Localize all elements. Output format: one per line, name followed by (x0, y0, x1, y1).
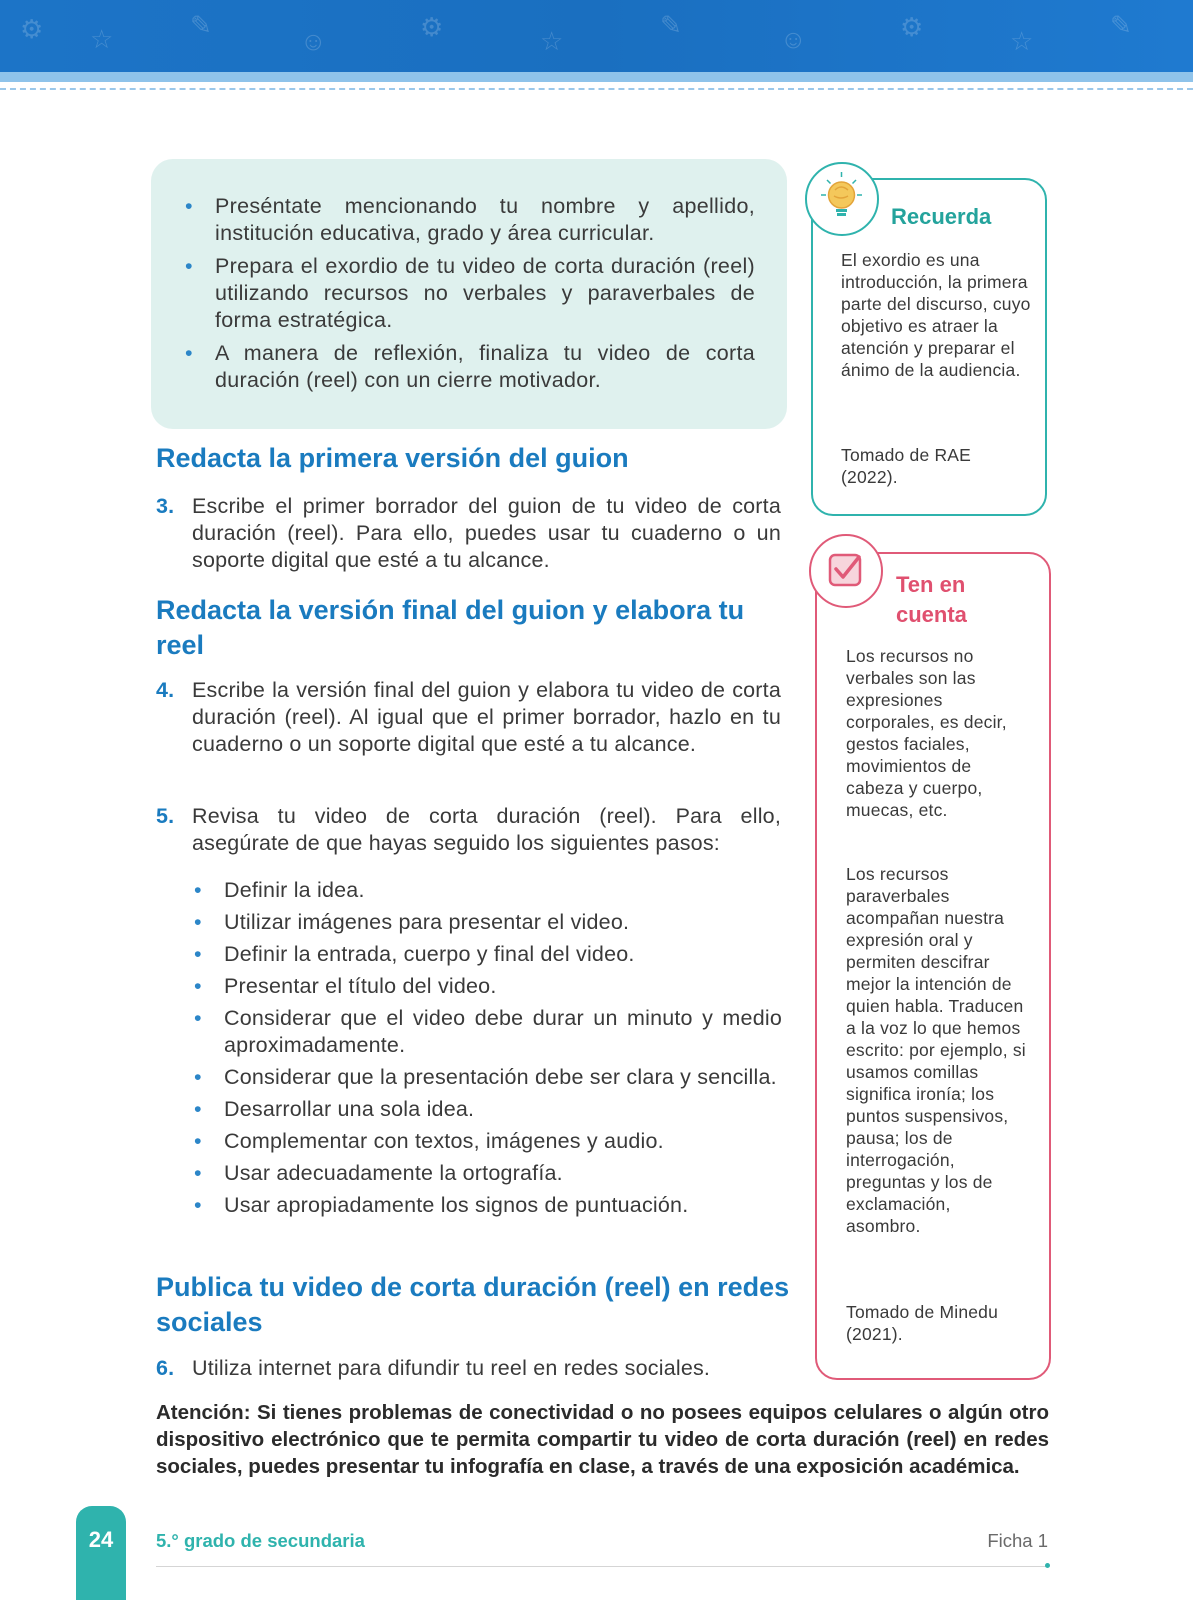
step-text: Escribe la versión final del guion y elabora tu video de corta duración (reel). Al igual que el primer borrador, hazlo en tu cuaderno o un soporte digital que esté a tu alcance. (192, 678, 781, 756)
gear-doodle-icon: ⚙ (420, 12, 444, 42)
step-5 (156, 803, 781, 857)
list-item: • Considerar que el video debe durar un minuto y medio aproximadamente. (194, 1005, 782, 1059)
page-number: 24 (88, 1527, 114, 1552)
list-item: • Presentar el título del video. (194, 973, 782, 1000)
banner-stripe (0, 72, 1193, 82)
section-heading-primera-version: Redacta la primera versión del guion (156, 443, 629, 473)
ten-en-cuenta-title: Ten en cuenta (896, 572, 967, 627)
step-4 (156, 677, 781, 758)
lightbulb-brain-icon (805, 162, 879, 236)
checkbox-icon (809, 534, 883, 608)
step-number: 5. (156, 804, 175, 828)
step-text: Revisa tu video de corta duración (reel). Para ello, asegúrate de que hayas seguido los siguientes pasos: (192, 804, 781, 855)
smile-doodle-icon: ☺ (780, 24, 807, 54)
list-item: • Definir la idea. (194, 877, 782, 904)
list-item: • Utilizar imágenes para presentar el video. (194, 909, 782, 936)
list-item: • Definir la entrada, cuerpo y final del video. (194, 941, 782, 968)
list-item: • Usar apropiadamente los signos de puntuación. (194, 1192, 782, 1219)
step-number: 4. (156, 678, 175, 702)
gear-doodle-icon: ⚙ (20, 14, 44, 44)
list-item: • Considerar que la presentación debe ser clara y sencilla. (194, 1064, 782, 1091)
list-item: • Complementar con textos, imágenes y audio. (194, 1128, 782, 1155)
attention-note: Atención: Si tienes problemas de conectividad o no posees equipos celulares o algún otro dispositivo electrónico que te permita compartir tu video de corta duración (reel) en redes sociales, puedes presentar tu infografía en clase, a través de una exposición académica. (156, 1401, 1049, 1478)
step-6 (156, 1355, 796, 1382)
step-text: Utiliza internet para difundir tu reel en redes sociales. (192, 1356, 711, 1380)
ficha-label: Ficha 1 (987, 1530, 1048, 1551)
ten-en-cuenta-text-1: Los recursos no verbales son las expresiones corporales, es decir, gestos faciales, movimientos de cabeza y cuerpo, muecas, etc. (846, 646, 1007, 820)
recuerda-title: Recuerda (891, 204, 992, 229)
gear-doodle-icon: ⚙ (900, 12, 924, 42)
step-number: 3. (156, 494, 175, 518)
star-doodle-icon: ☆ (1010, 26, 1034, 56)
star-doodle-icon: ☆ (540, 26, 564, 56)
banner-dashed-line (0, 88, 1193, 90)
review-steps-list (194, 877, 782, 1224)
section-heading-version-final: Redacta la versión final del guion y elabora tu reel (156, 595, 745, 660)
pencil-doodle-icon: ✎ (660, 10, 682, 40)
instructions-list (185, 193, 755, 400)
step-number: 6. (156, 1356, 175, 1380)
page-number-tab (76, 1506, 126, 1600)
step-3 (156, 493, 781, 574)
pencil-doodle-icon: ✎ (190, 10, 212, 40)
section-heading-publica: Publica tu video de corta duración (reel) en redes sociales (156, 1272, 790, 1337)
recuerda-source: Tomado de RAE (2022). (841, 445, 972, 487)
ten-en-cuenta-source: Tomado de Minedu (2021). (846, 1302, 999, 1344)
pencil-doodle-icon: ✎ (1110, 10, 1132, 40)
step-text: Escribe el primer borrador del guion de tu video de corta duración (reel). Para ello, puedes usar tu cuaderno o un soporte digital que esté a tu alcance. (192, 494, 781, 572)
header-banner (0, 0, 1193, 72)
list-item: • Prepara el exordio de tu video de corta duración (reel) utilizando recursos no verbales y paraverbales de forma estratégica. (185, 253, 755, 334)
ten-en-cuenta-text-2: Los recursos paraverbales acompañan nuestra expresión oral y permiten descifrar mejor la intención de quien habla. Traducen a la voz lo que hemos escrito: por ejemplo, si usamos comillas significa ironía; los puntos suspensivos, pausa; los de interrogación, preguntas y los de exclamación, asombro. (846, 864, 1026, 1236)
footer-divider (156, 1566, 1049, 1567)
smile-doodle-icon: ☺ (300, 26, 327, 56)
list-item: • Preséntate mencionando tu nombre y apellido, institución educativa, grado y área curricular. (185, 193, 755, 247)
star-doodle-icon: ☆ (90, 24, 114, 54)
recuerda-text: El exordio es una introducción, la primera parte del discurso, cuyo objetivo es atraer la atención y preparar el ánimo de la audiencia. (841, 250, 1031, 380)
footer-dot (1045, 1563, 1050, 1568)
list-item: • Usar adecuadamente la ortografía. (194, 1160, 782, 1187)
grade-label: 5.° grado de secundaria (156, 1530, 365, 1551)
list-item: • A manera de reflexión, finaliza tu video de corta duración (reel) con un cierre motivador. (185, 340, 755, 394)
list-item: • Desarrollar una sola idea. (194, 1096, 782, 1123)
instructions-box (151, 159, 787, 429)
